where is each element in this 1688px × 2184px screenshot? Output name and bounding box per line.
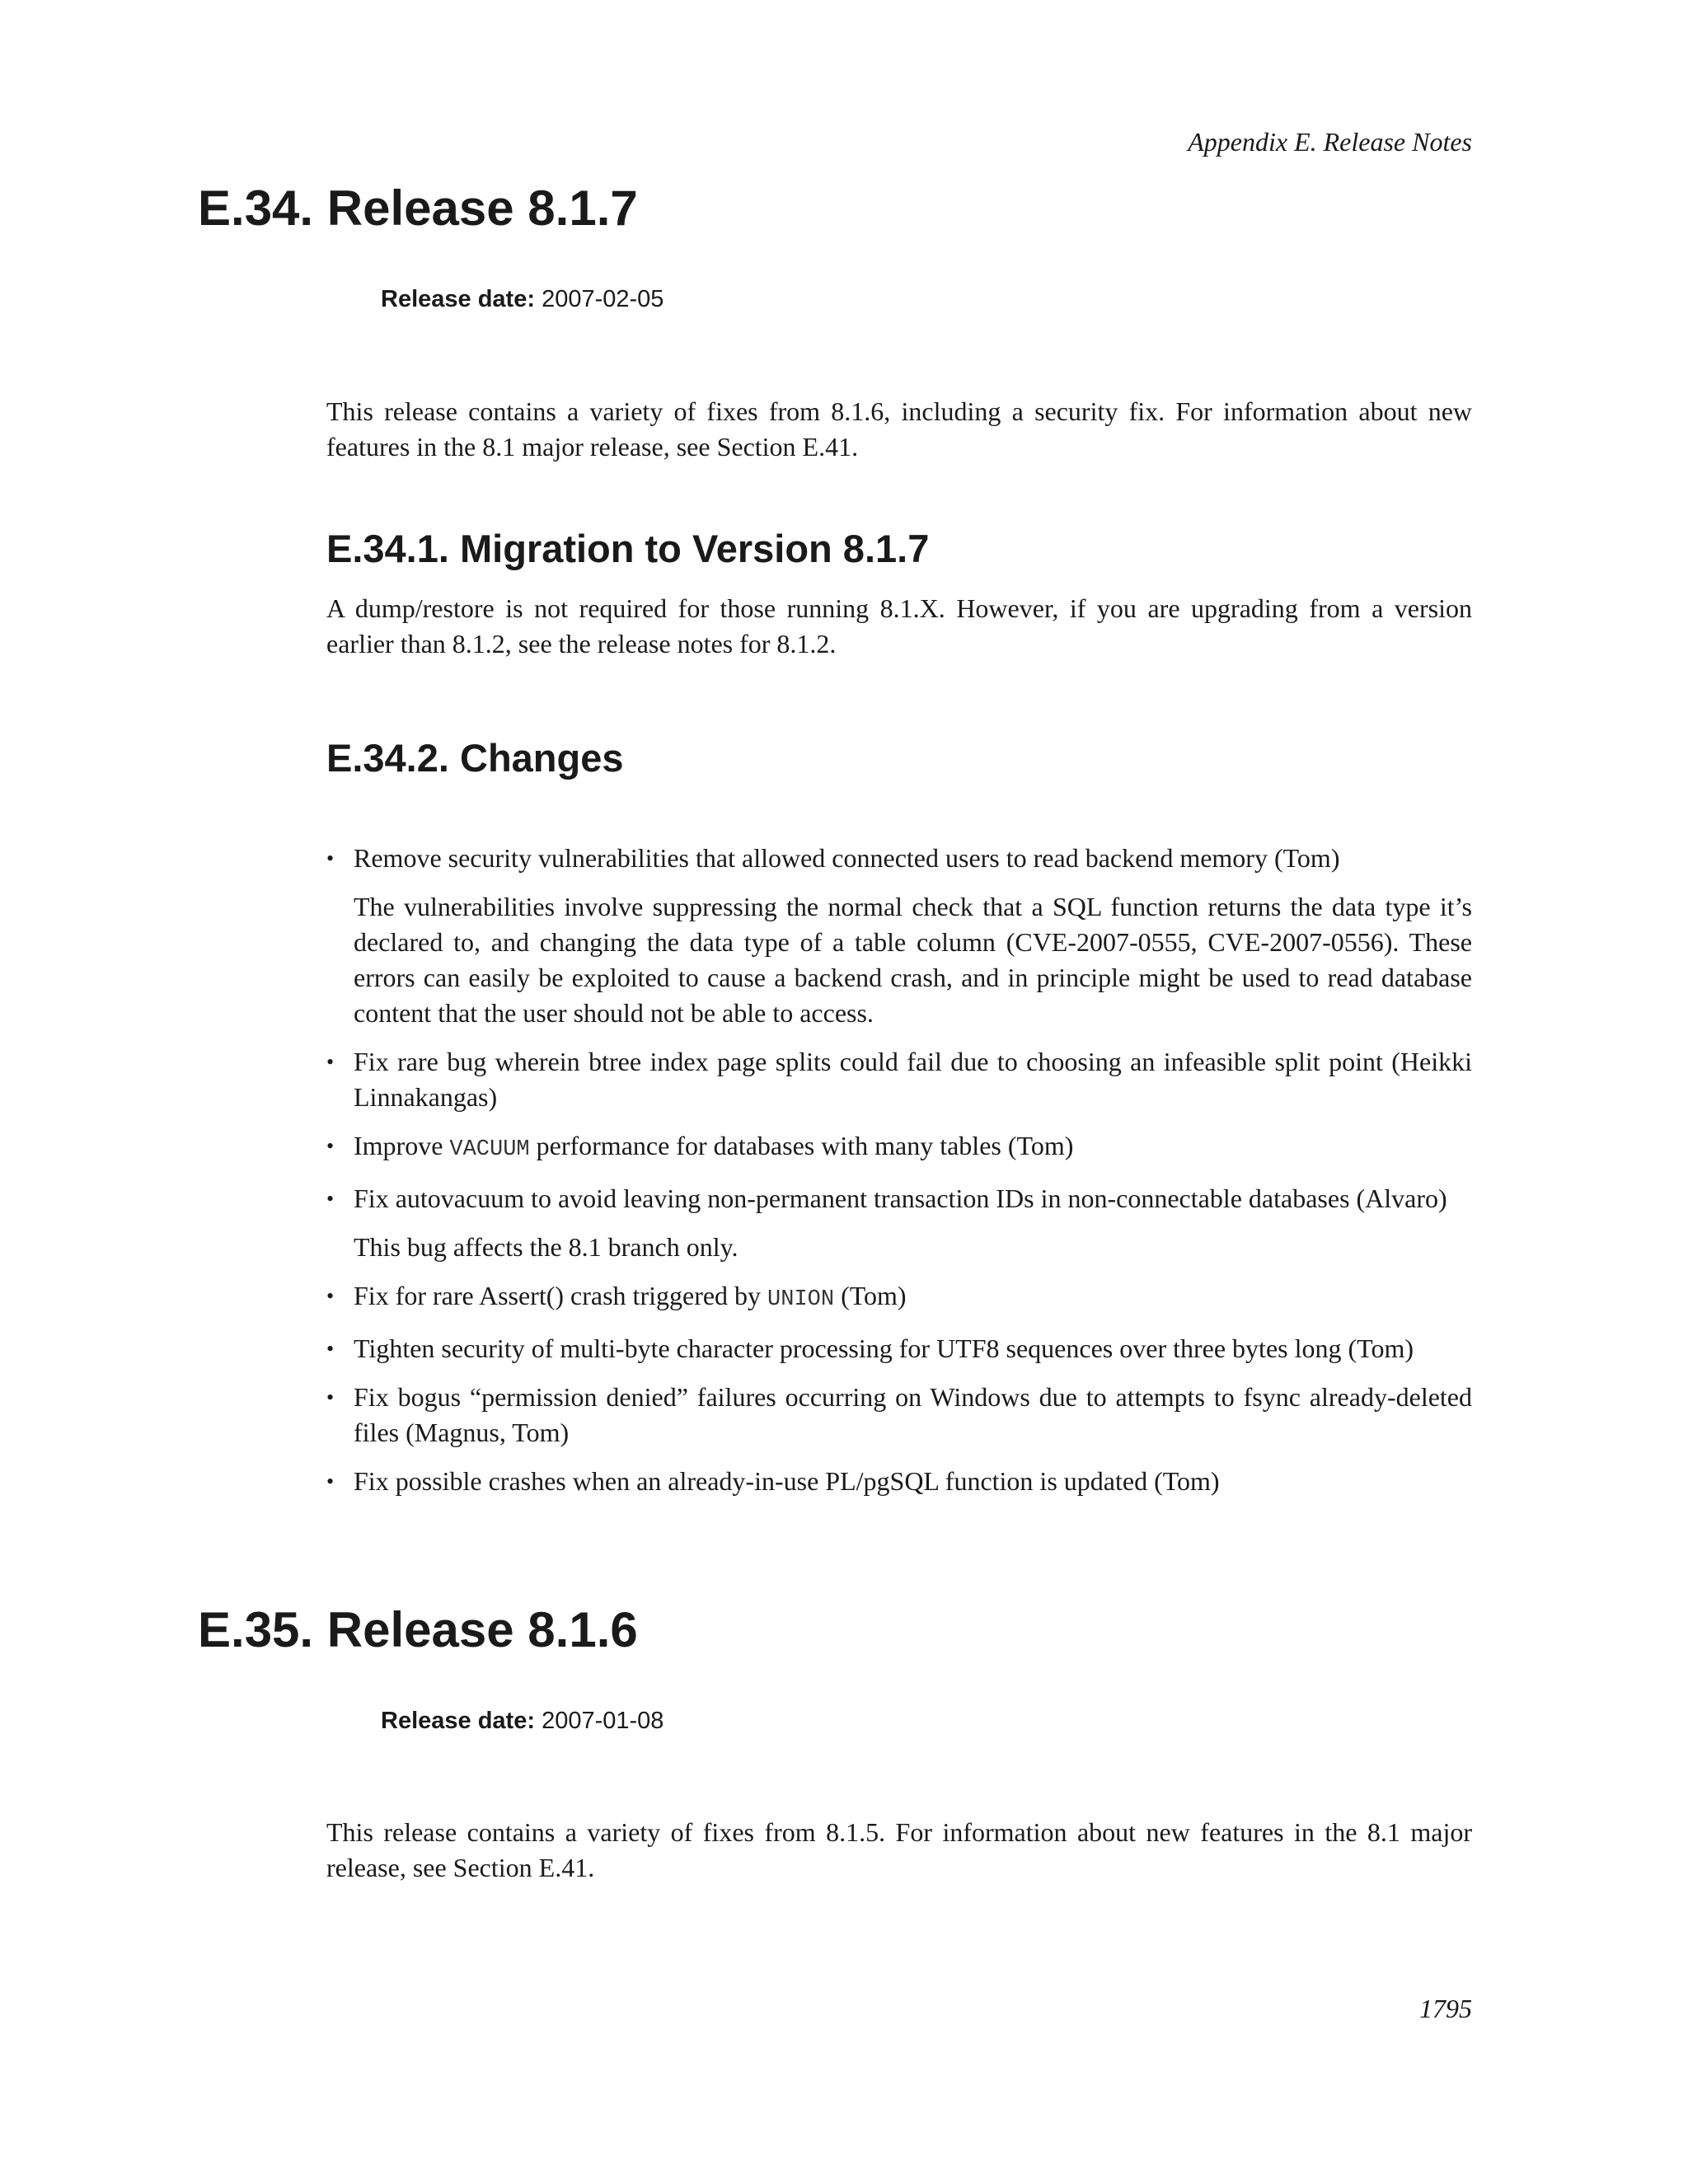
page-number: 1795 xyxy=(1419,1994,1472,2023)
list-item xyxy=(326,1380,1472,1451)
list-item xyxy=(326,1464,1472,1499)
release-date-value: 2007-01-08 xyxy=(542,1708,664,1734)
bullet: • xyxy=(326,1134,335,1158)
list-item xyxy=(326,841,1472,1031)
change-text: Remove security vulnerabilities that allowed connected users to read backend memory (Tom) xyxy=(354,843,1340,873)
change-detail: This bug affects the 8.1 branch only. xyxy=(354,1232,738,1262)
bullet: • xyxy=(326,1469,335,1493)
subsection-title-changes: E.34.2. Changes xyxy=(326,736,624,780)
change-text xyxy=(354,1278,1472,1318)
change-text-before: Improve xyxy=(354,1131,450,1160)
section-title-release-8-1-7: E.34. Release 8.1.7 xyxy=(198,180,638,236)
bullet: • xyxy=(326,1337,335,1361)
bullet: • xyxy=(326,846,335,870)
bullet: • xyxy=(326,1187,335,1211)
changes-list xyxy=(326,841,1472,1512)
list-item xyxy=(326,1181,1472,1265)
change-text: Fix possible crashes when an already-in-use PL/pgSQL function is updated (Tom) xyxy=(354,1466,1220,1496)
release-date-label: Release date: xyxy=(381,1708,535,1734)
running-header: Appendix E. Release Notes xyxy=(1188,127,1472,157)
release-8-1-7-intro: This release contains a variety of fixes from 8.1.6, including a security fix. For information about new features in the 8.1 major release, see Section E.41. xyxy=(326,396,1472,462)
change-text-after: performance for databases with many tables (Tom) xyxy=(529,1131,1074,1160)
change-text: Fix autovacuum to avoid leaving non-permanent transaction IDs in non-connectable databases (Alvaro) xyxy=(354,1183,1447,1213)
release-8-1-6-intro: This release contains a variety of fixes from 8.1.5. For information about new features in the 8.1 major release, see Section E.41. xyxy=(326,1817,1472,1882)
bullet: • xyxy=(326,1284,335,1308)
release-date-label: Release date: xyxy=(381,286,535,312)
change-text xyxy=(354,1128,1472,1168)
list-item xyxy=(326,1044,1472,1115)
release-date-8-1-6 xyxy=(381,1708,663,1735)
change-detail: The vulnerabilities involve suppressing the normal check that a SQL function returns the data type it’s declared to, and changing the data type of a table column (CVE-2007-0555, CVE-2007-0556). These errors can easily be exploited to cause a backend crash, and in principle might be used to read database content that the user should not be able to access. xyxy=(354,892,1472,1028)
bullet: • xyxy=(326,1050,335,1074)
change-text: Tighten security of multi-byte character processing for UTF8 sequences over three bytes long (Tom) xyxy=(354,1333,1414,1363)
list-item xyxy=(326,1331,1472,1366)
list-item xyxy=(326,1128,1472,1168)
subsection-title-migration: E.34.1. Migration to Version 8.1.7 xyxy=(326,527,930,570)
change-text: Fix bogus “permission denied” failures occurring on Windows due to attempts to fsync already-deleted files (Magnus, Tom) xyxy=(354,1382,1472,1447)
code-union: UNION xyxy=(767,1287,835,1312)
migration-text: A dump/restore is not required for those running 8.1.X. However, if you are upgrading from a version earlier than 8.1.2, see the release notes for 8.1.2. xyxy=(326,593,1472,658)
change-text-after: (Tom) xyxy=(834,1281,907,1310)
change-text-before: Fix for rare Assert() crash triggered by xyxy=(354,1281,768,1310)
bullet: • xyxy=(326,1385,335,1409)
section-title-release-8-1-6: E.35. Release 8.1.6 xyxy=(198,1602,638,1657)
release-date-8-1-7 xyxy=(381,286,663,313)
change-text: Fix rare bug wherein btree index page splits could fail due to choosing an infeasible split point (Heikki Linnakangas) xyxy=(354,1047,1472,1112)
code-vacuum: VACUUM xyxy=(449,1137,530,1162)
release-date-value: 2007-02-05 xyxy=(542,286,664,312)
list-item xyxy=(326,1278,1472,1318)
